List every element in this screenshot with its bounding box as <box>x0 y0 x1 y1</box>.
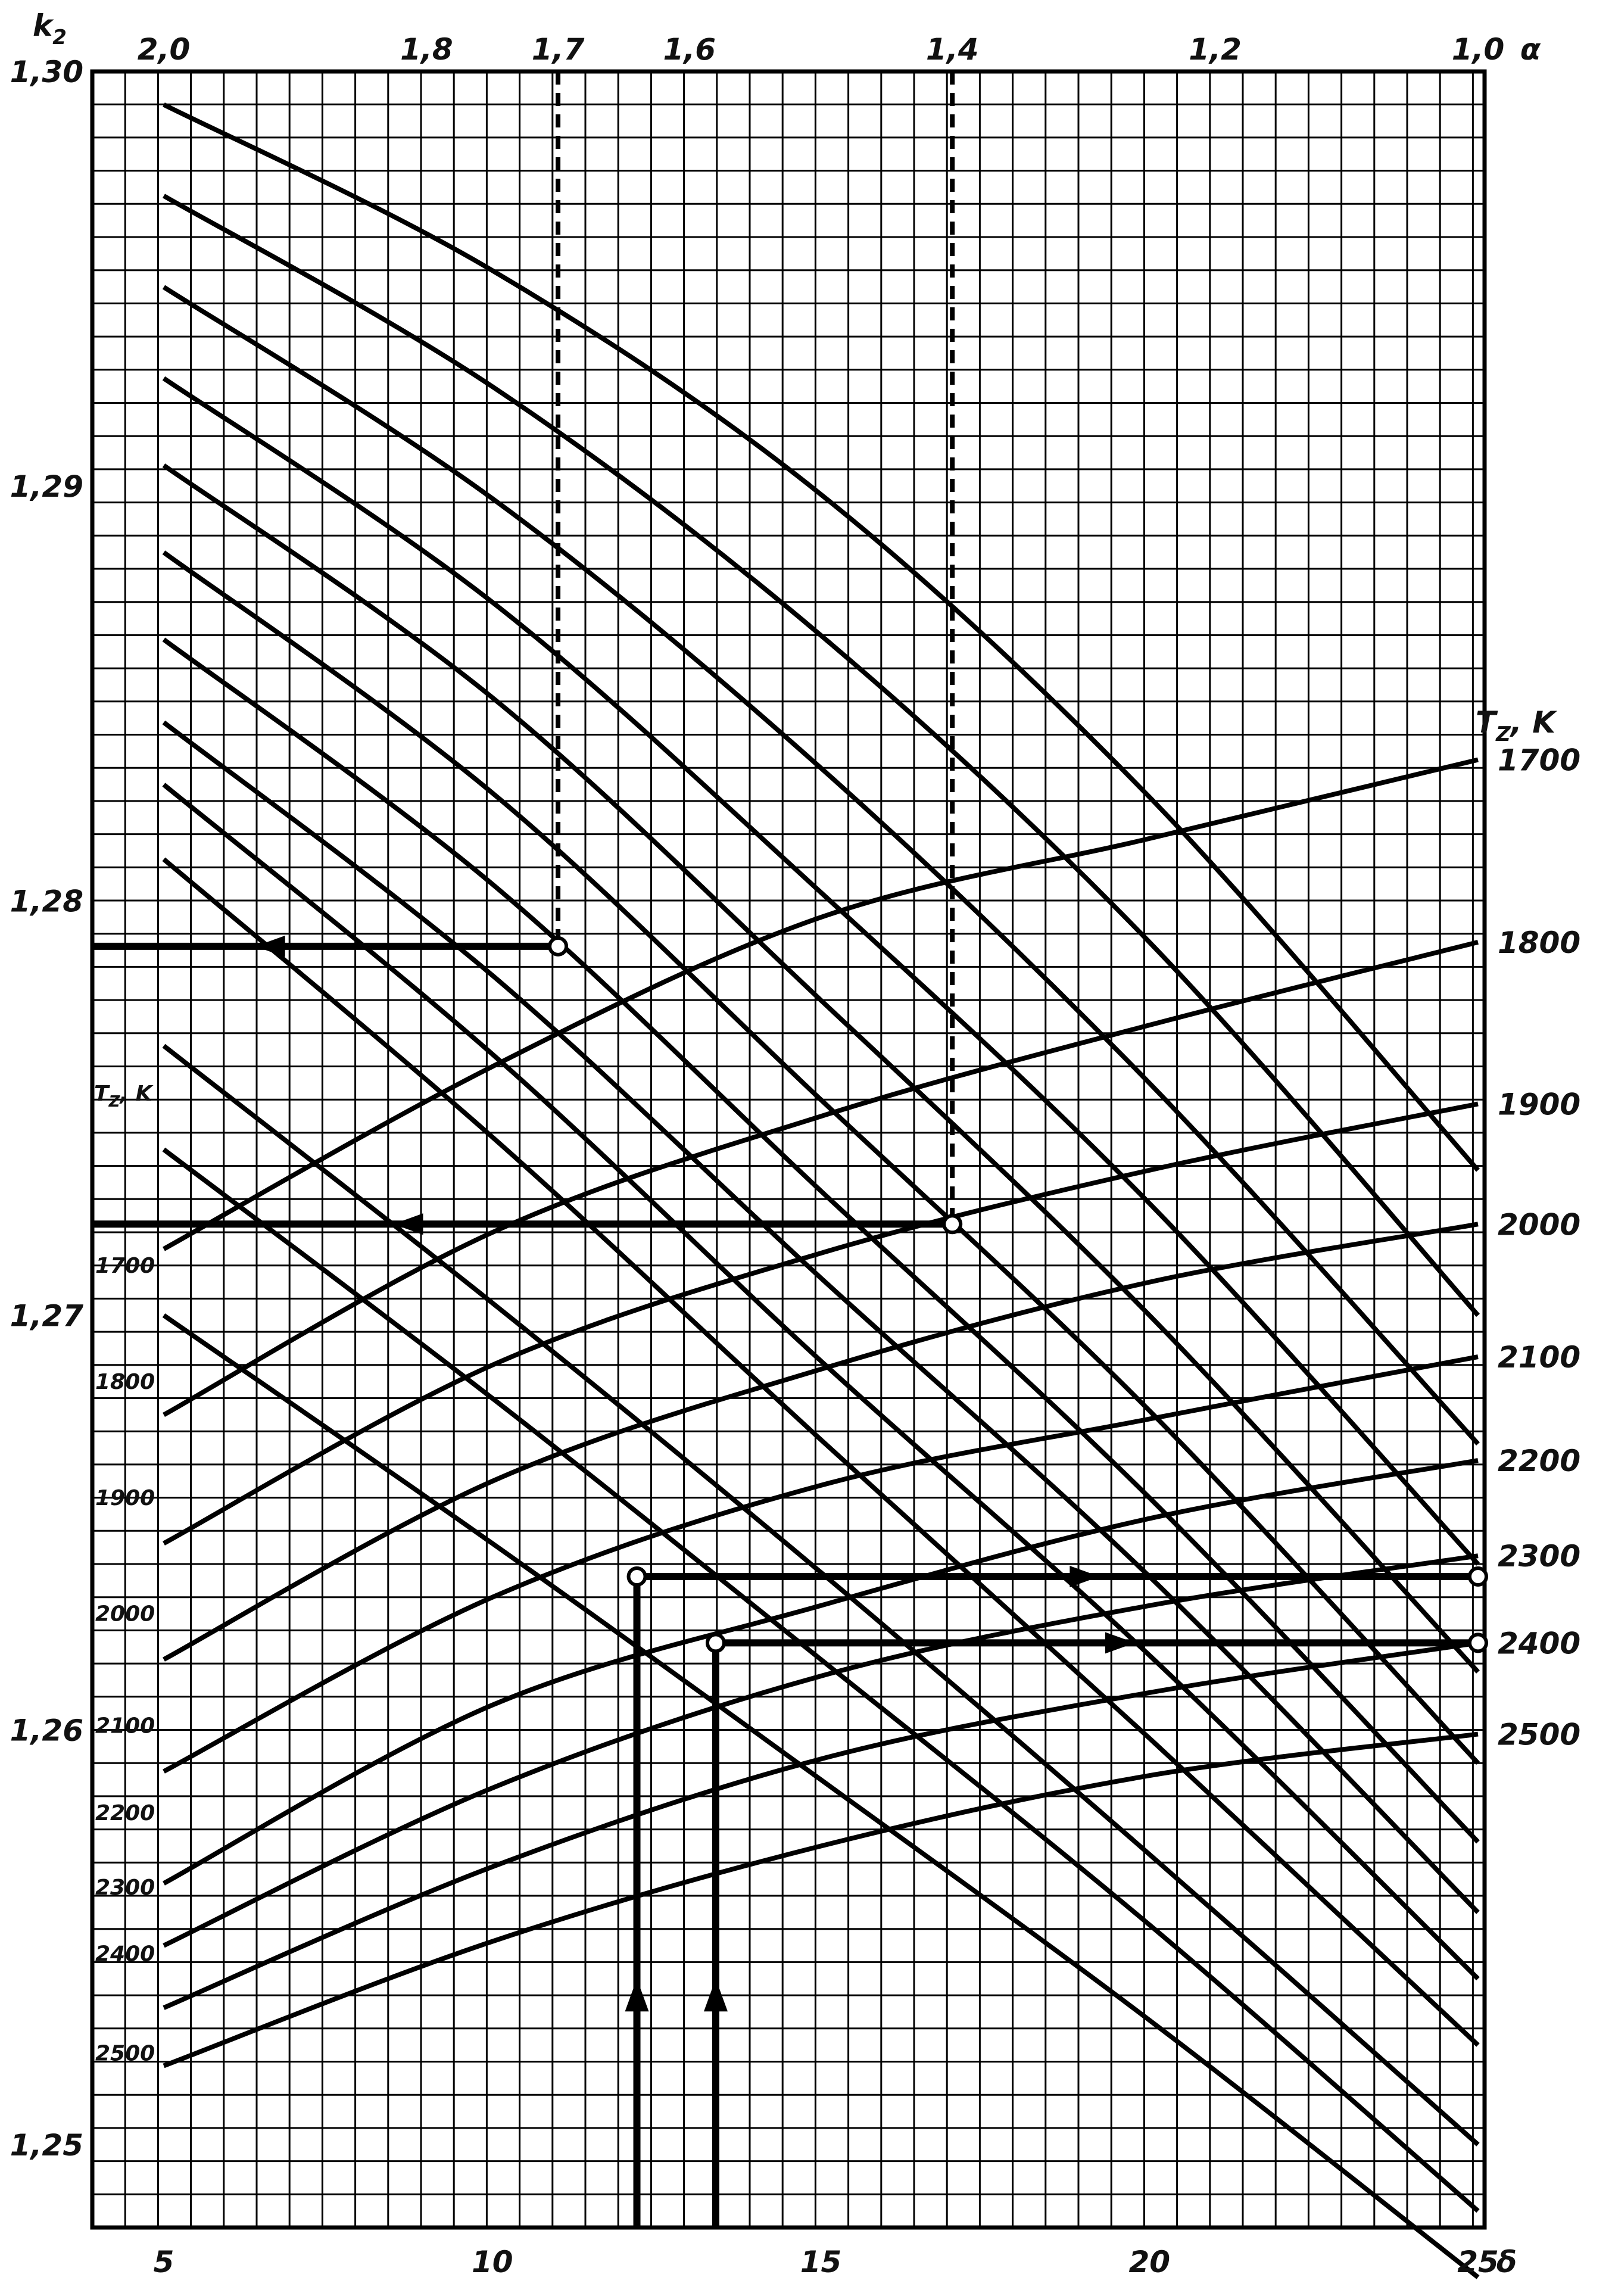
example-marker-5 <box>1470 1568 1486 1585</box>
tz-right-label-2000: 2000 <box>1498 1207 1581 1242</box>
tz-left-label-2100: 2100 <box>95 1714 155 1739</box>
bottom-axis-label: δ <box>1496 2245 1517 2279</box>
y-tick-label: 1,26 <box>10 1713 83 1748</box>
tz-left-label-1700: 1700 <box>95 1253 155 1278</box>
tz-right-label-1900: 1900 <box>1498 1087 1581 1122</box>
y-tick-label: 1,30 <box>10 55 83 89</box>
bottom-tick-label: 20 <box>1128 2245 1171 2279</box>
tz-left-label-2200: 2200 <box>95 1800 155 1825</box>
y-axis-label: $k_2$ <box>33 8 67 49</box>
tz-left-label-1900: 1900 <box>95 1485 155 1510</box>
tz-left-title: $T_Z$, K <box>94 1082 152 1111</box>
tz-left-label-1800: 1800 <box>95 1369 155 1394</box>
bottom-tick-label: 15 <box>800 2245 842 2279</box>
top-tick-label: 1,6 <box>663 32 716 67</box>
top-tick-label: 1,4 <box>925 32 979 67</box>
tz-left-label-2400: 2400 <box>95 1942 155 1967</box>
top-axis-label: α <box>1520 32 1541 67</box>
example-marker-1 <box>550 938 566 955</box>
tz-left-label-2300: 2300 <box>95 1876 155 1901</box>
top-tick-label: 1,0 <box>1451 32 1505 67</box>
tz-right-label-2300: 2300 <box>1498 1539 1581 1574</box>
y-tick-label: 1,29 <box>10 469 83 504</box>
y-tick-label: 1,27 <box>10 1298 83 1334</box>
example-marker-3 <box>629 1568 646 1585</box>
top-tick-label: 1,8 <box>400 32 453 67</box>
tz-right-title: $T_Z$, K <box>1476 705 1555 746</box>
bottom-tick-label: 5 <box>153 2245 174 2279</box>
tz-right-label-2500: 2500 <box>1498 1717 1581 1752</box>
tz-right-label-1800: 1800 <box>1498 925 1581 960</box>
y-tick-label: 1,28 <box>10 884 83 919</box>
top-tick-label: 2,0 <box>137 32 191 67</box>
tz-right-label-1700: 1700 <box>1498 743 1581 778</box>
example-marker-6 <box>1470 1634 1486 1651</box>
y-tick-label: 1,25 <box>10 2127 83 2163</box>
tz-right-label-2100: 2100 <box>1498 1340 1581 1375</box>
example-marker-2 <box>944 1216 961 1232</box>
bottom-tick-label: 25 <box>1457 2245 1499 2279</box>
top-tick-label: 1,2 <box>1189 32 1242 67</box>
tz-left-label-2500: 2500 <box>95 2041 155 2066</box>
example-marker-4 <box>707 1634 724 1651</box>
tz-right-label-2200: 2200 <box>1498 1444 1581 1479</box>
tz-left-label-2000: 2000 <box>95 1602 155 1627</box>
tz-right-label-2400: 2400 <box>1498 1626 1581 1661</box>
top-tick-label: 1,7 <box>531 32 585 67</box>
bottom-tick-label: 10 <box>471 2245 513 2279</box>
